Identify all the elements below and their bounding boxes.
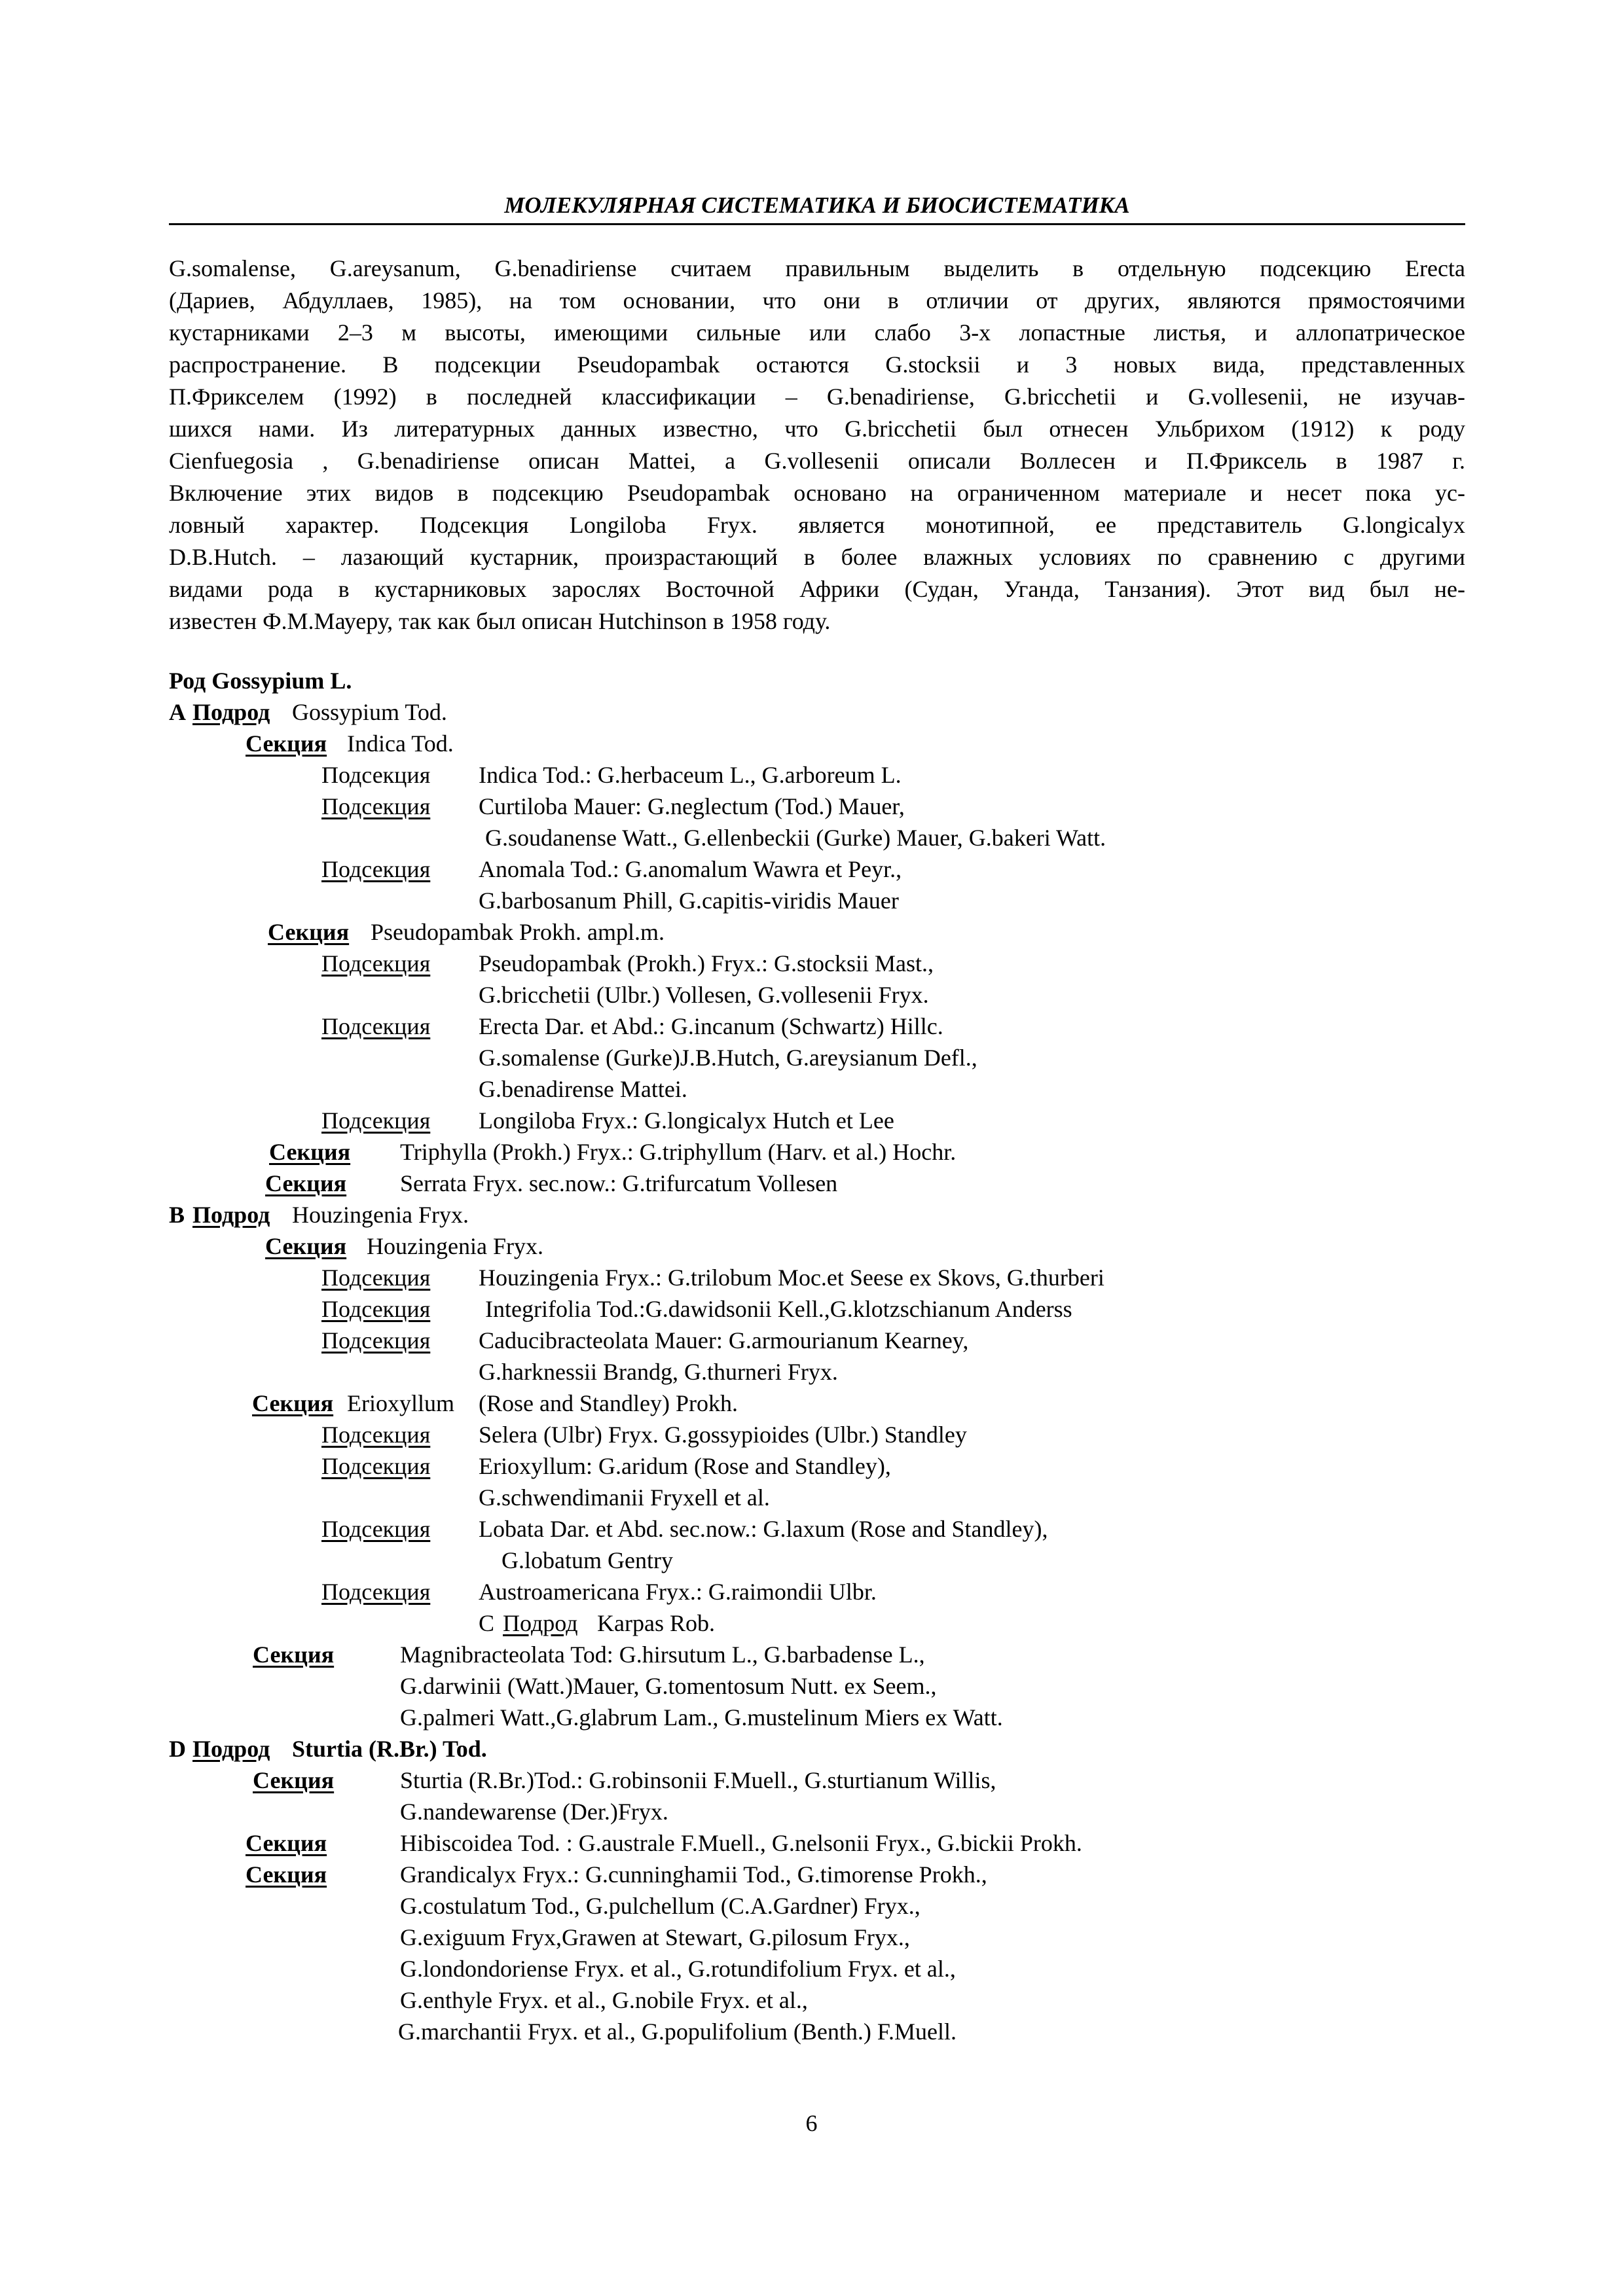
section-row bbox=[0, 728, 1623, 759]
species-continuation: G.costulatum Tod., G.pulchellum (C.A.Gardner) Fryx., bbox=[400, 1893, 921, 1919]
intro-line: кустарниками 2–3 м высоты, имеющими сильные или слабо 3-х лопастные листья, и аллопатрическое bbox=[169, 319, 1465, 346]
subsection-row bbox=[0, 1514, 1623, 1545]
subsection-species: Selera (Ulbr) Fryx. G.gossypioides (Ulbr.) Standley bbox=[479, 1422, 967, 1448]
species-continuation: G.somalense (Gurke)J.B.Hutch, G.areysianum Defl., bbox=[479, 1045, 977, 1071]
intro-line: (Дариев, Абдуллаев, 1985), на том основании, что они в отличии от других, являются прямостоячими bbox=[169, 287, 1465, 314]
section-label: Секция bbox=[253, 1641, 335, 1668]
genus-heading bbox=[0, 666, 1623, 696]
section-name: Serrata Fryx. sec.now.: G.trifurcatum Vollesen bbox=[400, 1170, 838, 1196]
continuation-row bbox=[0, 823, 1623, 853]
species-continuation: G.benadirense Mattei. bbox=[479, 1076, 687, 1102]
page-number: 6 bbox=[805, 2110, 818, 2136]
section-name: Indica Tod. bbox=[347, 730, 454, 757]
species-continuation: G.harknessii Brandg, G.thurneri Fryx. bbox=[479, 1359, 838, 1385]
species-continuation: G.nandewarense (Der.)Fryx. bbox=[400, 1799, 668, 1825]
continuation-row bbox=[0, 980, 1623, 1011]
subsection-row bbox=[0, 1325, 1623, 1356]
subsection-row bbox=[0, 1577, 1623, 1607]
species-continuation: G.marchantii Fryx. et al., G.populifolium (Benth.) F.Muell. bbox=[398, 2018, 957, 2045]
subsection-label: Подсекция bbox=[321, 856, 431, 882]
intro-line: Cienfuegosia , G.benadiriense описан Mattei, а G.vollesenii описали Воллесен и П.Фриксель в 1987 г. bbox=[169, 448, 1465, 474]
continuation-row bbox=[0, 1702, 1623, 1733]
species-continuation: G.bricchetii (Ulbr.) Vollesen, G.vollesenii Fryx. bbox=[479, 982, 929, 1008]
section-label: Секция bbox=[246, 1861, 327, 1888]
genus-title: Род Gossypium L. bbox=[169, 668, 352, 694]
subsection-row bbox=[0, 1451, 1623, 1482]
subsection-label: Подсекция bbox=[321, 1422, 431, 1448]
section-row bbox=[0, 1388, 1623, 1419]
subgenus-name: Sturtia (R.Br.) Tod. bbox=[292, 1736, 487, 1762]
subgenus-row bbox=[0, 697, 1623, 728]
section-row bbox=[0, 917, 1623, 948]
continuation-row bbox=[0, 1074, 1623, 1105]
subsection-species: Houzingenia Fryx.: G.trilobum Moc.et Seese ex Skovs, G.thurberi bbox=[479, 1265, 1104, 1291]
subgenus-label: Подрод bbox=[192, 699, 270, 725]
continuation-row bbox=[0, 886, 1623, 916]
subsection-row bbox=[0, 791, 1623, 822]
species-continuation: G.lobatum Gentry bbox=[501, 1547, 673, 1573]
section-name: Hibiscoidea Tod. : G.australe F.Muell., G.nelsonii Fryx., G.bickii Prokh. bbox=[400, 1830, 1082, 1856]
subsection-species: Integrifolia Tod.:G.dawidsonii Kell.,G.klotzschianum Anderss bbox=[485, 1296, 1072, 1322]
section-name: Houzingenia Fryx. bbox=[367, 1233, 543, 1259]
section-label: Секция bbox=[265, 1233, 347, 1259]
section-label: Секция bbox=[268, 919, 350, 945]
section-row bbox=[0, 1137, 1623, 1168]
subgenus-row bbox=[0, 1734, 1623, 1765]
section-label: Секция bbox=[246, 730, 327, 757]
subsection-species: Lobata Dar. et Abd. sec.now.: G.laxum (Rose and Standley), bbox=[479, 1516, 1048, 1542]
subsection-species: Curtiloba Mauer: G.neglectum (Tod.) Mauer, bbox=[479, 793, 905, 819]
section-label: Секция bbox=[265, 1170, 347, 1196]
subsection-row bbox=[0, 1420, 1623, 1450]
subsection-label: Подсекция bbox=[321, 793, 431, 819]
subsection-species: Anomala Tod.: G.anomalum Wawra et Peyr., bbox=[479, 856, 902, 882]
continuation-row bbox=[0, 1545, 1623, 1576]
intro-line: G.somalense, G.areysanum, G.benadiriense считаем правильным выделить в отдельную подсекцию Erecta bbox=[169, 255, 1465, 281]
species-continuation: G.darwinii (Watt.)Mauer, G.tomentosum Nutt. ex Seem., bbox=[400, 1673, 937, 1699]
intro-line: Включение этих видов в подсекцию Pseudopambak основано на ограниченном материале и несет пока ус- bbox=[169, 480, 1465, 506]
subsection-species: Erioxyllum: G.aridum (Rose and Standley), bbox=[479, 1453, 891, 1479]
continuation-row bbox=[0, 1043, 1623, 1073]
running-header: МОЛЕКУЛЯРНАЯ СИСТЕМАТИКА И БИОСИСТЕМАТИКА bbox=[504, 192, 1130, 218]
subgenus-letter: D bbox=[169, 1736, 186, 1762]
section-label: Секция bbox=[246, 1830, 327, 1856]
subsection-label: Подсекция bbox=[321, 1516, 431, 1542]
intro-line: известен Ф.М.Мауеру, так как был описан Hutchinson в 1958 году. bbox=[169, 608, 831, 634]
continuation-row bbox=[0, 1922, 1623, 1953]
subsection-row bbox=[0, 760, 1623, 791]
continuation-row bbox=[0, 2017, 1623, 2047]
subgenus-label: Подрод bbox=[503, 1610, 578, 1636]
continuation-row bbox=[0, 1954, 1623, 1984]
subsection-label: Подсекция bbox=[321, 1453, 431, 1479]
section-row bbox=[0, 1640, 1623, 1670]
intro-line: П.Фрикселем (1992) в последней классификации – G.benadiriense, G.bricchetii и G.vollesenii, не изучав- bbox=[169, 384, 1465, 410]
species-continuation: G.enthyle Fryx. et al., G.nobile Fryx. et al., bbox=[400, 1987, 808, 2013]
continuation-row bbox=[0, 1671, 1623, 1702]
subsection-species: Austroamericana Fryx.: G.raimondii Ulbr. bbox=[479, 1579, 877, 1605]
section-name: Magnibracteolata Tod: G.hirsutum L., G.barbadense L., bbox=[400, 1641, 925, 1668]
subsection-label: Подсекция bbox=[321, 1013, 431, 1039]
species-continuation: G.barbosanum Phill, G.capitis-viridis Mauer bbox=[479, 888, 899, 914]
subgenus-label: Подрод bbox=[192, 1202, 270, 1228]
section-label: Секция bbox=[253, 1767, 335, 1793]
section-row bbox=[0, 1231, 1623, 1262]
subgenus-name: Gossypium Tod. bbox=[292, 699, 447, 725]
subgenus-row bbox=[0, 1608, 1623, 1639]
section-name: Triphylla (Prokh.) Fryx.: G.triphyllum (Harv. et al.) Hochr. bbox=[400, 1139, 957, 1165]
section-label: Секция bbox=[252, 1390, 334, 1416]
subsection-row bbox=[0, 854, 1623, 885]
subgenus-name: Houzingenia Fryx. bbox=[292, 1202, 469, 1228]
subsection-label: Подсекция bbox=[321, 1296, 431, 1322]
intro-line: ловный характер. Подсекция Longiloba Fryx. является монотипной, ее представитель G.longicalyx bbox=[169, 512, 1465, 538]
subsection-label: Подсекция bbox=[321, 762, 431, 788]
continuation-row bbox=[0, 1357, 1623, 1388]
continuation-row bbox=[0, 1482, 1623, 1513]
subsection-species: Caducibracteolata Mauer: G.armourianum Kearney, bbox=[479, 1327, 969, 1354]
species-continuation: G.schwendimanii Fryxell et al. bbox=[479, 1484, 770, 1511]
section-row bbox=[0, 1765, 1623, 1796]
subsection-species: Longiloba Fryx.: G.longicalyx Hutch et Lee bbox=[479, 1107, 894, 1134]
subsection-row bbox=[0, 948, 1623, 979]
section-row bbox=[0, 1859, 1623, 1890]
subgenus-letter: B bbox=[169, 1202, 185, 1228]
section-row bbox=[0, 1828, 1623, 1859]
section-name: Pseudopambak Prokh. ampl.m. bbox=[371, 919, 665, 945]
intro-line: видами рода в кустарниковых зарослях Восточной Африки (Судан, Уганда, Танзания). Этот вид был не- bbox=[169, 576, 1465, 602]
subsection-row bbox=[0, 1294, 1623, 1325]
subsection-label: Подсекция bbox=[321, 1107, 431, 1134]
continuation-row bbox=[0, 1891, 1623, 1922]
species-continuation: G.soudanense Watt., G.ellenbeckii (Gurke) Mauer, G.bakeri Watt. bbox=[485, 825, 1106, 851]
species-continuation: G.palmeri Watt.,G.glabrum Lam., G.mustelinum Miers ex Watt. bbox=[400, 1704, 1003, 1731]
intro-line: шихся нами. Из литературных данных известно, что G.bricchetii был отнесен Ульбрихом (1912) к роду bbox=[169, 416, 1465, 442]
subgenus-row bbox=[0, 1200, 1623, 1230]
section-row bbox=[0, 1168, 1623, 1199]
section-name: Grandicalyx Fryx.: G.cunninghamii Tod., G.timorense Prokh., bbox=[400, 1861, 987, 1888]
section-authority: (Rose and Standley) Prokh. bbox=[479, 1390, 738, 1416]
continuation-row bbox=[0, 1985, 1623, 2016]
species-continuation: G.exiguum Fryx,Grawen at Stewart, G.pilosum Fryx., bbox=[400, 1924, 910, 1950]
subsection-row bbox=[0, 1105, 1623, 1136]
intro-line: D.B.Hutch. – лазающий кустарник, произрастающий в более влажных условиях по сравнению с другими bbox=[169, 544, 1465, 570]
subgenus-letter: C bbox=[479, 1610, 495, 1636]
subsection-row bbox=[0, 1263, 1623, 1293]
subsection-species: Pseudopambak (Prokh.) Fryx.: G.stocksii Mast., bbox=[479, 950, 934, 977]
subgenus-name: Karpas Rob. bbox=[597, 1610, 715, 1636]
continuation-row bbox=[0, 1797, 1623, 1827]
subsection-row bbox=[0, 1011, 1623, 1042]
subsection-label: Подсекция bbox=[321, 950, 431, 977]
subsection-label: Подсекция bbox=[321, 1327, 431, 1354]
subsection-species: Indica Tod.: G.herbaceum L., G.arboreum L. bbox=[479, 762, 902, 788]
section-name: Sturtia (R.Br.)Tod.: G.robinsonii F.Muell., G.sturtianum Willis, bbox=[400, 1767, 996, 1793]
section-label: Секция bbox=[269, 1139, 351, 1165]
subsection-species: Erecta Dar. et Abd.: G.incanum (Schwartz) Hillc. bbox=[479, 1013, 943, 1039]
intro-line: распространение. В подсекции Pseudopambak остаются G.stocksii и 3 новых вида, представленных bbox=[169, 351, 1465, 378]
subgenus-label: Подрод bbox=[192, 1736, 270, 1762]
subgenus-letter: A bbox=[169, 699, 186, 725]
species-continuation: G.londondoriense Fryx. et al., G.rotundifolium Fryx. et al., bbox=[400, 1956, 956, 1982]
subsection-label: Подсекция bbox=[321, 1579, 431, 1605]
subsection-label: Подсекция bbox=[321, 1265, 431, 1291]
section-name: Erioxyllum bbox=[347, 1390, 454, 1416]
